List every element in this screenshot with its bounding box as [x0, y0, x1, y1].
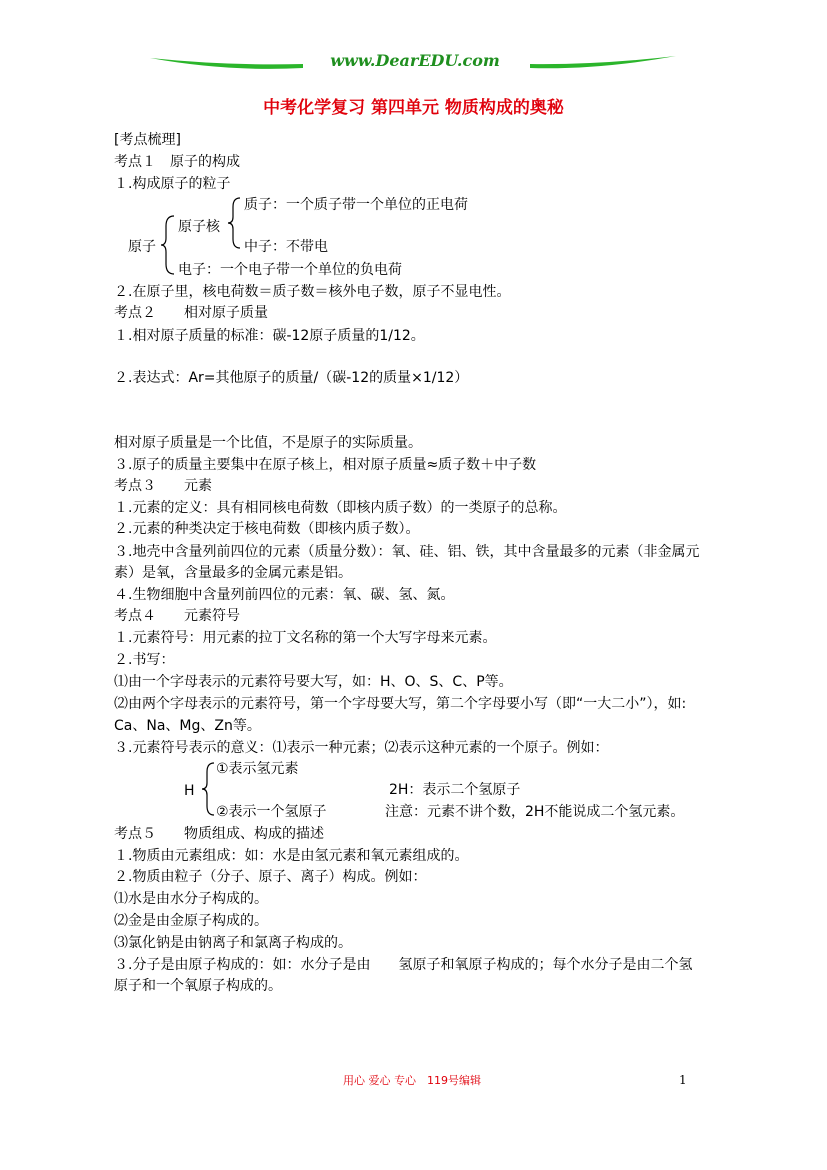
site-url[interactable]: www.DearEDU.com: [330, 51, 500, 70]
diagram-meaning1: ①表示氢元素: [216, 761, 299, 777]
kp3-item4: ４.生物细胞中含量列前四位的元素：氧、碳、氢、氮。: [114, 587, 455, 603]
kp5-item1: １.物质由元素组成：如：水是由氢元素和氧元素组成的。: [114, 848, 469, 864]
kp5-sub3: ⑶氯化钠是由钠离子和氯离子构成的。: [114, 935, 352, 951]
kp5-sub1: ⑴水是由水分子构成的。: [114, 891, 268, 907]
kp5-heading: 考点５ 物质组成、构成的描述: [114, 826, 324, 842]
inner-brace-icon: [226, 196, 242, 250]
kp5-item3-line1: ３.分子是由原子构成的：如：水分子是由 氢原子和氧原子构成的；每个水分子是由二个氢: [114, 957, 693, 973]
kp1-item1: １.构成原子的粒子: [114, 176, 231, 192]
kp2-heading: 考点２ 相对原子质量: [114, 305, 268, 321]
diagram-symbol-h: H: [184, 783, 195, 799]
page-title: 中考化学复习 第四单元 物质构成的奥秘: [263, 98, 564, 118]
kp2-item1: １.相对原子质量的标准：碳-12原子质量的1/12。: [114, 328, 425, 344]
kp4-item3: ３.元素符号表示的意义：⑴表示一种元素；⑵表示这种元素的一个原子。例如：: [114, 740, 609, 756]
kp3-heading: 考点３ 元素: [114, 478, 212, 494]
kp2-note: 相对原子质量是一个比值，不是原子的实际质量。: [114, 435, 422, 451]
diagram-nucleus: 原子核: [178, 219, 220, 235]
diagram-electron: 电子：一个电子带一个单位的负电荷: [178, 262, 402, 278]
diagram-neutron: 中子：不带电: [244, 239, 328, 255]
kp4-sub2-line1: ⑵由两个字母表示的元素符号，第一个字母要大写，第二个字母要小写（即“一大二小”），如:: [114, 696, 687, 712]
footer-slogan: 用心 爱心 专心 119号编辑: [343, 1074, 481, 1087]
kp5-item3-line2: 原子和一个氧原子构成的。: [114, 978, 282, 994]
kp1-heading: 考点１ 原子的构成: [114, 154, 240, 170]
diagram-root-atom: 原子: [128, 239, 156, 255]
kp2-item3: ３.原子的质量主要集中在原子核上，相对原子质量≈质子数＋中子数: [114, 457, 537, 473]
kp4-item1: １.元素符号：用元素的拉丁文名称的第一个大写字母来元素。: [114, 630, 497, 646]
diagram-caution: 注意：元素不讲个数，2H不能说成二个氢元素。: [385, 804, 685, 820]
kp3-item2: ２.元素的种类决定于核电荷数（即核内质子数）。: [114, 521, 420, 537]
diagram-proton: 质子：一个质子带一个单位的正电荷: [244, 197, 468, 213]
diagram-example: 2H：表示二个氢原子: [389, 782, 521, 798]
kp4-sub2-line2: Ca、Na、Mg、Zn等。: [114, 718, 261, 734]
section-label: [考点梳理]: [114, 132, 181, 148]
kp4-sub1: ⑴由一个字母表示的元素符号要大写，如：H、O、S、C、P等。: [114, 674, 513, 690]
outer-brace-icon: [160, 214, 176, 276]
kp2-item2: ２.表达式：Ar=其他原子的质量/（碳-12的质量×1/12）: [114, 370, 469, 386]
kp3-item3-line2: 素）是氧，含量最多的金属元素是铝。: [114, 565, 352, 581]
kp4-item2: ２.书写：: [114, 652, 175, 668]
kp3-item3-line1: ３.地壳中含量列前四位的元素（质量分数）：氧、硅、铝、铁，其中含量最多的元素（非金属元: [114, 544, 700, 560]
kp3-item1: １.元素的定义：具有相同核电荷数（即核内质子数）的一类原子的总称。: [114, 500, 567, 516]
diagram-meaning2: ②表示一个氢原子: [216, 804, 327, 820]
kp5-sub2: ⑵金是由金原子构成的。: [114, 913, 268, 929]
kp4-heading: 考点４ 元素符号: [114, 608, 240, 624]
kp1-item2: ２.在原子里，核电荷数＝质子数＝核外电子数，原子不显电性。: [114, 284, 511, 300]
page-number: 1: [679, 1073, 687, 1087]
h-brace-icon: [200, 761, 216, 817]
kp5-item2: ２.物质由粒子（分子、原子、离子）构成。例如：: [114, 869, 427, 885]
